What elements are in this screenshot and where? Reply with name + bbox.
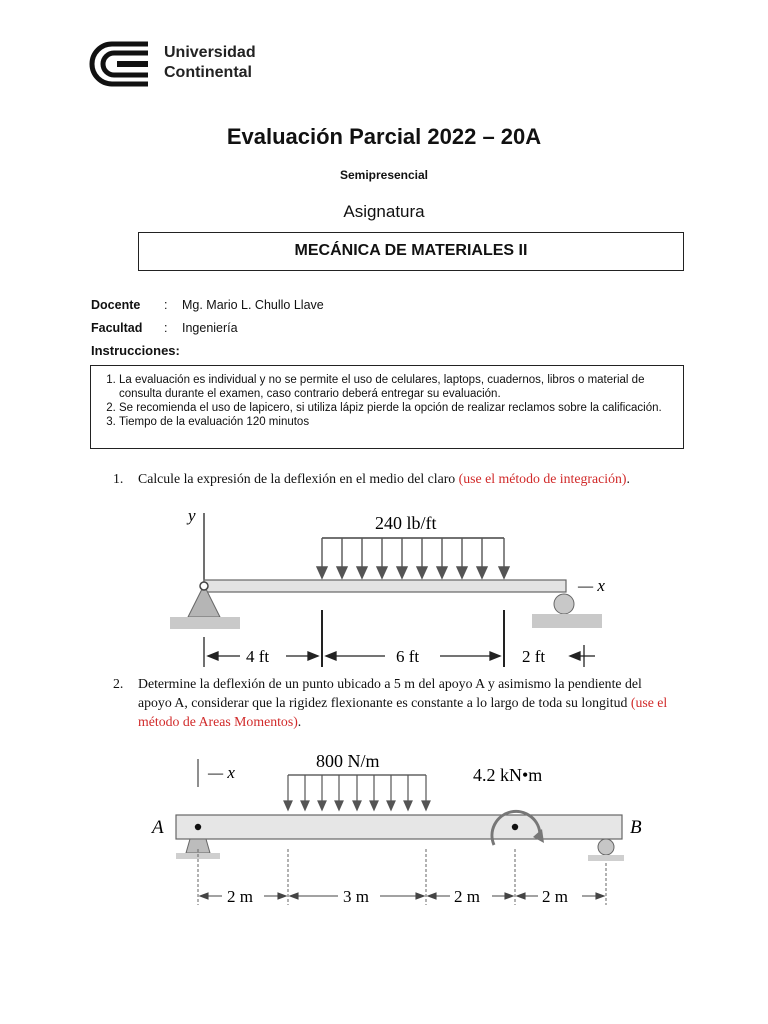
subject-label: Asignatura [343,202,425,221]
roller-icon [554,594,574,614]
load-label: 240 lb/ft [375,513,437,533]
instructions-label: Instrucciones: [91,343,180,358]
docente-colon: : [164,298,168,312]
support-a-label: A [152,817,164,838]
problem-1-statement [138,469,676,488]
x-axis-label: — x [208,763,235,782]
dim-label-1: 4 ft [246,647,270,666]
support-b-label: B [630,817,642,838]
y-axis-label: y [188,506,196,525]
problem-2-number: 2. [113,676,124,691]
problem-1-method: (use el método de integración) [458,471,627,486]
problem-1-figure [160,505,630,670]
logo-line1: Universidad [164,44,256,61]
dim-label-4: 2 m [542,887,568,906]
exam-modality: Semipresencial [339,168,429,182]
problem-2-end: . [297,714,302,729]
dim-label-2: 6 ft [396,647,420,666]
load-arrows [317,538,509,578]
problem-2-text: Determine la deflexión de un punto ubicado a 5 m del apoyo A y asimismo la pendiente del apoyo A, considerar que la rigidez flexionante es constante a lo largo de toda su longitud [138,676,642,710]
dim-label-2: 3 m [343,887,369,906]
university-logo [90,40,270,92]
ground-right [532,614,602,628]
course-box [138,232,684,271]
problem-1-end: . [626,471,630,486]
ground-right [588,855,624,861]
problem-2-figure [148,745,642,915]
load-label: 800 N/m [316,751,380,771]
beam [204,580,566,592]
beam [176,815,622,839]
dim-label-1: 2 m [227,887,253,906]
docente-label: Docente [91,298,141,312]
instructions-box [90,365,684,449]
problem-1-text: Calcule la expresión de la deflexión en el medio del claro [138,471,459,486]
problem-1-number: 1. [113,471,124,486]
roller-icon [598,839,614,855]
pin-icon [200,582,208,590]
facultad-colon: : [164,321,168,335]
facultad-label: Facultad [91,321,143,335]
ground-left [170,617,240,629]
load-arrows [284,775,430,810]
x-axis-label: — x [578,576,605,595]
instruction-item: 1. La evaluación es individual y no se permite el uso de celulares, laptops, cuadernos, libros o material de consulta durante el examen, caso contrario deberá entregar su evaluación. [119,373,675,401]
logo-mark-icon [90,40,154,88]
dim-label-3: 2 m [454,887,480,906]
instruction-item: 3. Tiempo de la evaluación 120 minutos [119,415,675,429]
instruction-item: 2. Se recomienda el uso de lapicero, si utiliza lápiz pierde la opción de realizar reclamos sobre la calificación. [119,401,675,415]
problem-2-statement [138,674,676,731]
logo-line2: Continental [164,64,252,81]
moment-label: 4.2 kN•m [473,765,543,785]
problem-2-method: (use el método de Areas Momentos) [138,695,668,729]
exam-title: Evaluación Parcial 2022 – 20A [226,124,542,149]
docente-value: Mg. Mario L. Chullo Llave [182,298,324,312]
course-name: MECÁNICA DE MATERIALES II [294,242,528,259]
instructions-list [91,373,675,429]
facultad-value: Ingeniería [182,321,238,335]
dim-label-3: 2 ft [522,647,546,666]
